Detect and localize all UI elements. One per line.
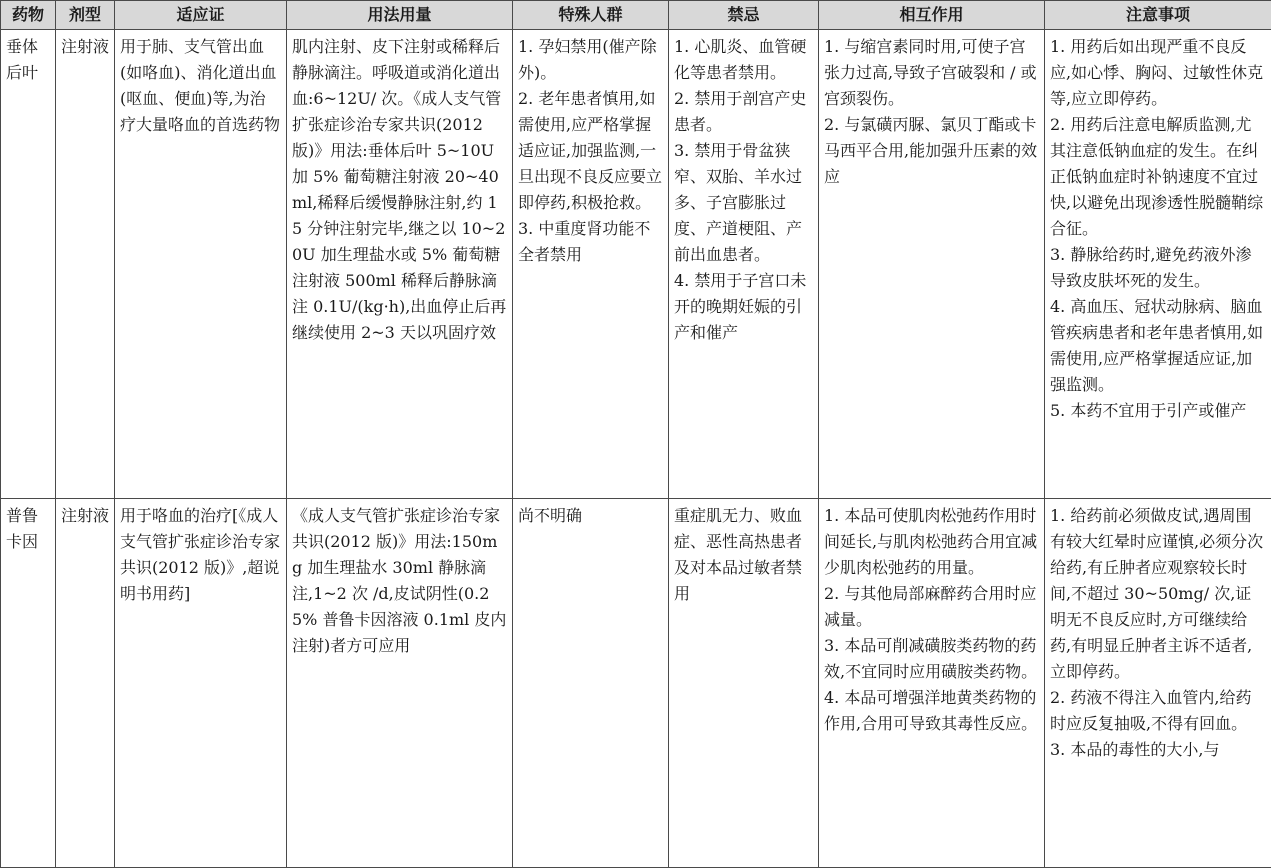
header-form: 剂型 xyxy=(56,1,115,30)
list-item: 4. 高血压、冠状动脉病、脑血管疾病患者和老年患者慎用,如需使用,应严格掌握适应证,加强监测。 xyxy=(1050,294,1266,398)
dosage-cell: 肌内注射、皮下注射或稀释后静脉滴注。呼吸道或消化道出血:6~12U/ 次。《成人支气管扩张症诊治专家共识(2012 版)》用法:垂体后叶 5~10U 加 5% 葡萄糖注射液 20~40ml,稀释后缓慢静脉注射,约 15 分钟注射完毕,继之以 10~20U 加生理盐水或 5% 葡萄糖注射液 500ml 稀释后静脉滴注 0.1U/(kg·h),出血停止后再继续使用 2~3 天以巩固疗效 xyxy=(287,30,513,499)
list-item: 1. 给药前必须做皮试,遇周围有较大红晕时应谨慎,必须分次给药,有丘肿者应观察较长时间,不超过 30~50mg/ 次,证明无不良反应时,方可继续给药,有明显丘肿者主诉不适者,立即停药。 xyxy=(1050,503,1266,685)
list-item: 2. 药液不得注入血管内,给药时应反复抽吸,不得有回血。 xyxy=(1050,685,1266,737)
header-indication: 适应证 xyxy=(115,1,287,30)
interaction-cell xyxy=(819,499,1045,868)
header-interaction: 相互作用 xyxy=(819,1,1045,30)
header-special-population: 特殊人群 xyxy=(513,1,669,30)
list-item: 2. 老年患者慎用,如需使用,应严格掌握适应证,加强监测,一旦出现不良反应要立即停药,积极抢救。 xyxy=(518,86,663,216)
dosage-cell: 《成人支气管扩张症诊治专家共识(2012 版)》用法:150mg 加生理盐水 30ml 静脉滴注,1~2 次 /d,皮试阴性(0.25% 普鲁卡因溶液 0.1ml 皮内注射)者方可应用 xyxy=(287,499,513,868)
list-item: 1. 与缩宫素同时用,可使子宫张力过高,导致子宫破裂和 / 或宫颈裂伤。 xyxy=(824,34,1039,112)
notes-cell xyxy=(1045,499,1271,868)
list-item: 4. 禁用于子宫口未开的晚期妊娠的引产和催产 xyxy=(674,268,813,346)
list-item: 1. 用药后如出现严重不良反应,如心悸、胸闷、过敏性休克等,应立即停药。 xyxy=(1050,34,1266,112)
indication-cell: 用于肺、支气管出血(如咯血)、消化道出血(呕血、便血)等,为治疗大量咯血的首选药物 xyxy=(115,30,287,499)
header-row xyxy=(1,1,1271,30)
header-notes: 注意事项 xyxy=(1045,1,1271,30)
drug-name-cell: 垂体后叶 xyxy=(1,30,56,499)
contraindication-cell xyxy=(669,30,819,499)
indication-cell: 用于咯血的治疗[《成人支气管扩张症诊治专家共识(2012 版)》,超说明书用药] xyxy=(115,499,287,868)
list-item: 5. 本药不宜用于引产或催产 xyxy=(1050,398,1266,424)
special-population-cell xyxy=(513,499,669,868)
list-item: 2. 禁用于剖宫产史患者。 xyxy=(674,86,813,138)
list-item: 1. 本品可使肌肉松弛药作用时间延长,与肌肉松弛药合用宜减少肌肉松弛药的用量。 xyxy=(824,503,1039,581)
list-item: 1. 心肌炎、血管硬化等患者禁用。 xyxy=(674,34,813,86)
dosage-form-cell: 注射液 xyxy=(56,499,115,868)
list-item: 3. 静脉给药时,避免药液外渗导致皮肤坏死的发生。 xyxy=(1050,242,1266,294)
list-item: 1. 孕妇禁用(催产除外)。 xyxy=(518,34,663,86)
header-drug: 药物 xyxy=(1,1,56,30)
list-item: 4. 本品可增强洋地黄类药物的作用,合用可导致其毒性反应。 xyxy=(824,685,1039,737)
special-population-cell xyxy=(513,30,669,499)
interaction-cell xyxy=(819,30,1045,499)
table-row xyxy=(1,499,1271,868)
table-row xyxy=(1,30,1271,499)
list-item: 2. 与氯磺丙脲、氯贝丁酯或卡马西平合用,能加强升压素的效应 xyxy=(824,112,1039,190)
list-item: 3. 中重度肾功能不全者禁用 xyxy=(518,216,663,268)
header-contraindication: 禁忌 xyxy=(669,1,819,30)
header-dosage: 用法用量 xyxy=(287,1,513,30)
drug-name-cell: 普鲁卡因 xyxy=(1,499,56,868)
dosage-form-cell: 注射液 xyxy=(56,30,115,499)
list-item: 2. 用药后注意电解质监测,尤其注意低钠血症的发生。在纠正低钠血症时补钠速度不宜过快,以避免出现渗透性脱髓鞘综合征。 xyxy=(1050,112,1266,242)
list-item: 重症肌无力、败血症、恶性高热患者及对本品过敏者禁用 xyxy=(674,503,813,607)
list-item: 3. 本品可削减磺胺类药物的药效,不宜同时应用磺胺类药物。 xyxy=(824,633,1039,685)
list-item: 3. 禁用于骨盆狭窄、双胎、羊水过多、子宫膨胀过度、产道梗阻、产前出血患者。 xyxy=(674,138,813,268)
list-item: 3. 本品的毒性的大小,与 xyxy=(1050,737,1266,763)
contraindication-cell xyxy=(669,499,819,868)
list-item: 2. 与其他局部麻醉药合用时应减量。 xyxy=(824,581,1039,633)
list-item: 尚不明确 xyxy=(518,503,663,529)
notes-cell xyxy=(1045,30,1271,499)
